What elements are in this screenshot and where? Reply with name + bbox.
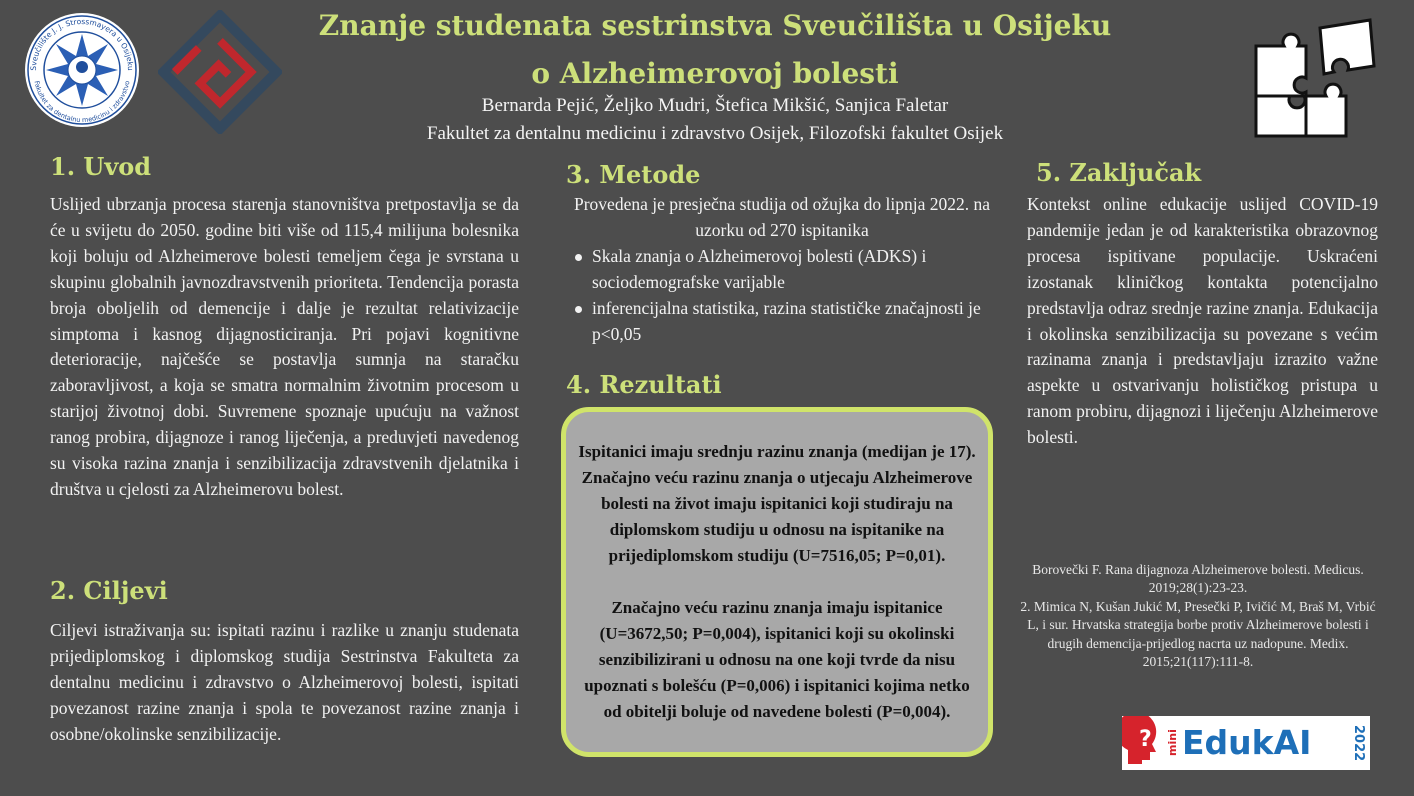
reference-1: Borovečki F. Rana dijagnoza Alzheimerove bolesti. Medicus. 2019;28(1):23-23.: [1032, 562, 1364, 596]
intro-heading: 1. Uvod: [50, 152, 152, 181]
edukai-year: 2022: [1351, 724, 1366, 762]
intro-text: Uslijed ubrzanja procesa starenja stanovništva pretpostavlja se da će u svijetu do 2050. godine biti više od 115,4 milijuna bolesnika koji boluju od Alzheimerove bolesti temeljem čega je svrstana u skupinu globalnih javnozdravstvenih prioriteta. Tendencija porasta broja oboljelih od demencije i dalje je rezultat relativizacije simptoma i kasnog dijagnosticiranja. Pri pojavi kognitivne deterioracije, najčešće se postavlja sumnja na staračku zaboravljivost, a koja se smatra normalnim životnim procesom u starijoj životnoj dobi. Suvremene spoznaje upućuju na važnost ranog probira, dijagnoze i ranog liječenja, a preduvjeti navedenog su visoka razina znanja i senzibilizacija zdravstvenih djelatnika i društva u cjelosti za Alzheimerovu bolest.: [50, 194, 519, 499]
results-paragraph-1: Ispitanici imaju srednju razinu znanja (medijan je 17). Značajno veću razinu znanja o utjecaju Alzheimerove bolesti na život imaju ispitanici koji studiraju na diplomskom studiju u odnosu na ispitanike na prijediplomskom studiju (U=7516,05; P=0,01).: [578, 442, 976, 565]
title-line-2: o Alzheimerovoj bolesti: [531, 57, 899, 90]
svg-text:?: ?: [1139, 727, 1152, 752]
edukai-logo: [1122, 716, 1370, 770]
seal-text-top: Sveučilište J. J. Strossmayera u Osijeku: [28, 16, 136, 71]
edukai-name: EdukAI: [1182, 723, 1312, 762]
references: [1020, 561, 1376, 671]
results-heading: 4. Rezultati: [566, 370, 722, 399]
title-line-1: Znanje studenata sestrinstva Sveučilišta u Osijeku: [318, 9, 1112, 42]
poster-title: [300, 2, 1130, 98]
methods-heading: 3. Metode: [566, 160, 701, 189]
author-block: [300, 92, 1130, 148]
methods-bullet-1: Skala znanja o Alzheimerovoj bolesti (ADKS) i sociodemografske varijable: [566, 244, 998, 296]
results-paragraph-2: Značajno veću razinu znanja imaju ispitanice (U=3672,50; P=0,004), ispitanici koji su okolinski senzibilizirani u odnosu na one koji tvrde da nisu upoznati s bolešću (P=0,006) i ispitanici kojima netko od obitelji boluje od navedene bolesti (P=0,004).: [584, 598, 970, 721]
aims-text: Ciljevi istraživanja su: ispitati razinu i razlike u znanju studenata prijediplomskog i diplomskog studija Sestrinstva Fakulteta za dentalnu medicinu i zdravstvo o Alzheimerovoj bolesti, ispitati povezanost razine znanja i spola te povezanost razine znanja i osobne/okolinske senzibilizacije.: [50, 620, 519, 744]
conclusion-heading: 5. Zaključak: [1036, 158, 1202, 187]
conclusion-text: Kontekst online edukacije uslijed COVID-19 pandemije jedan je od karakteristika obrazovnog procesa ispitivane populacije. Uskraćeni izostanak kliničkog kontakta potencijalno predstavlja odraz srednje razine znanja. Edukacija i okolinska senzibilizacija su povezane s većim razinama znanja i predstavljaju izrazito važne aspekte u ostvarivanju holističkog pristupa u ranom probiru, dijagnozi i liječenju Alzheimerove bolesti.: [1027, 194, 1378, 448]
affiliation: Fakultet za dentalnu medicinu i zdravstvo Osijek, Filozofski fakultet Osijek: [426, 123, 1004, 144]
faculty-geometric-logo: [158, 10, 282, 134]
puzzle-icon: [1250, 16, 1378, 142]
methods-intro: Provedena je presječna studija od ožujka do lipnja 2022. na uzorku od 270 ispitanika: [574, 194, 990, 240]
results-box: [561, 407, 993, 757]
aims-heading: 2. Ciljevi: [50, 576, 168, 605]
seal-text-bottom: Fakultet za dentalnu medicinu i zdravstvo: [32, 80, 132, 125]
methods-block: [566, 192, 998, 347]
university-seal-logo: [22, 12, 142, 128]
methods-list: [566, 244, 998, 348]
authors: Bernarda Pejić, Željko Mudri, Štefica Mikšić, Sanjica Faletar: [481, 95, 949, 116]
reference-2: 2. Mimica N, Kušan Jukić M, Presečki P, Ivičić M, Braš M, Vrbić L, i sur. Hrvatska strategija borbe protiv Alzheimerove bolesti i drugih demencija-prijedlog nacrta uz nadopune. Medix. 2015;21(117):111-8.: [1020, 598, 1376, 670]
edukai-mini-label: mini: [1166, 729, 1179, 757]
methods-bullet-2: inferencijalna statistika, razina statističke značajnosti je p<0,05: [566, 296, 998, 348]
